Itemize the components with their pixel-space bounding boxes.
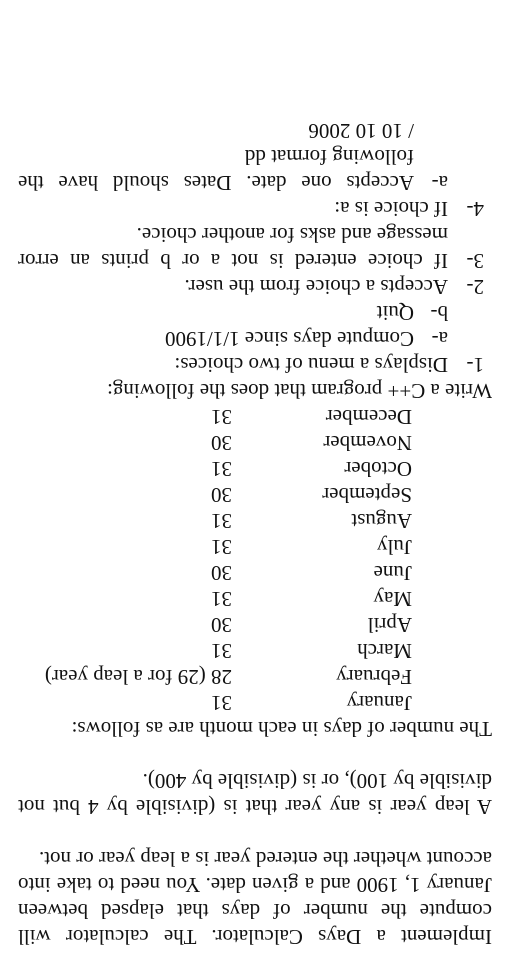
month-name: April — [367, 613, 412, 637]
table-row — [45, 664, 412, 690]
month-days: 31 — [211, 457, 232, 481]
month-days: 31 — [211, 405, 232, 429]
list-item — [18, 118, 448, 196]
month-days: 30 — [211, 431, 232, 455]
list-item — [18, 118, 492, 222]
leap-year-definition: A leap year is any year that is (divisible by 4 but not divisible by 100), or is (divisible by 400). — [18, 769, 492, 819]
month-name: July — [376, 535, 412, 559]
step-text: If choice entered is not a or b prints an error message and asks for another choice. — [18, 223, 448, 273]
choice-letter: b- — [430, 301, 448, 325]
step-number: 4- — [466, 197, 484, 221]
month-days: 30 — [211, 613, 232, 637]
step-text: If choice is a: — [334, 197, 448, 221]
month-days: 30 — [211, 483, 232, 507]
table-row — [45, 456, 412, 482]
choice-text: Accepts one date. Dates should have the following format dd — [18, 145, 414, 195]
step-number: 2- — [466, 275, 484, 299]
document-content — [18, 118, 492, 950]
month-days: 31 — [211, 587, 232, 611]
month-name: November — [323, 431, 412, 455]
step-text: Accepts a choice from the user. — [184, 275, 448, 299]
table-row — [45, 534, 412, 560]
menu-choices — [18, 300, 448, 352]
table-row — [45, 638, 412, 664]
table-row — [45, 482, 412, 508]
months-intro: The number of days in each month are as follows: — [71, 717, 492, 741]
choice-letter: a- — [431, 327, 448, 351]
table-row — [45, 404, 412, 430]
month-name: February — [336, 665, 412, 689]
month-days: 30 — [211, 561, 232, 585]
step-number: 3- — [466, 249, 484, 273]
month-days-table — [45, 404, 412, 716]
month-name: September — [322, 483, 412, 507]
month-days: 31 — [211, 535, 232, 559]
month-name: May — [373, 587, 412, 611]
list-item — [18, 300, 448, 326]
step-number: 1- — [466, 353, 484, 377]
month-name: June — [373, 561, 412, 585]
date-format-example: / 10 10 2006 — [308, 119, 414, 143]
table-row — [45, 612, 412, 638]
choice-text: Compute days since 1/1/1900 — [164, 327, 414, 351]
month-days: 31 — [211, 509, 232, 533]
month-name: August — [351, 509, 412, 533]
month-days: 31 — [211, 691, 232, 715]
month-name: December — [325, 405, 412, 429]
table-row — [45, 586, 412, 612]
month-name: March — [357, 639, 412, 663]
intro-paragraph: Implement a Days Calculator. The calculator will compute the number of days that elapsed between January 1, 1900 and a given date. You need to take into account whether the entered year is a leap year or not. — [18, 847, 492, 949]
program-steps — [18, 118, 492, 378]
month-days: 28 (29 for a leap year) — [44, 665, 232, 689]
table-row — [45, 430, 412, 456]
choice-text: Quit — [376, 301, 414, 325]
month-name: January — [346, 691, 412, 715]
step-text: Displays a menu of two choices: — [174, 353, 448, 377]
list-item — [18, 222, 492, 274]
table-row — [45, 560, 412, 586]
sub-choices — [18, 118, 448, 196]
table-row — [45, 508, 412, 534]
month-name: October — [344, 457, 412, 481]
list-item — [18, 274, 492, 300]
table-row — [45, 690, 412, 716]
choice-letter: a- — [431, 171, 448, 195]
program-heading: Write a C++ program that does the following: — [106, 379, 492, 403]
month-days: 31 — [211, 639, 232, 663]
list-item — [18, 326, 448, 352]
list-item — [18, 300, 492, 378]
